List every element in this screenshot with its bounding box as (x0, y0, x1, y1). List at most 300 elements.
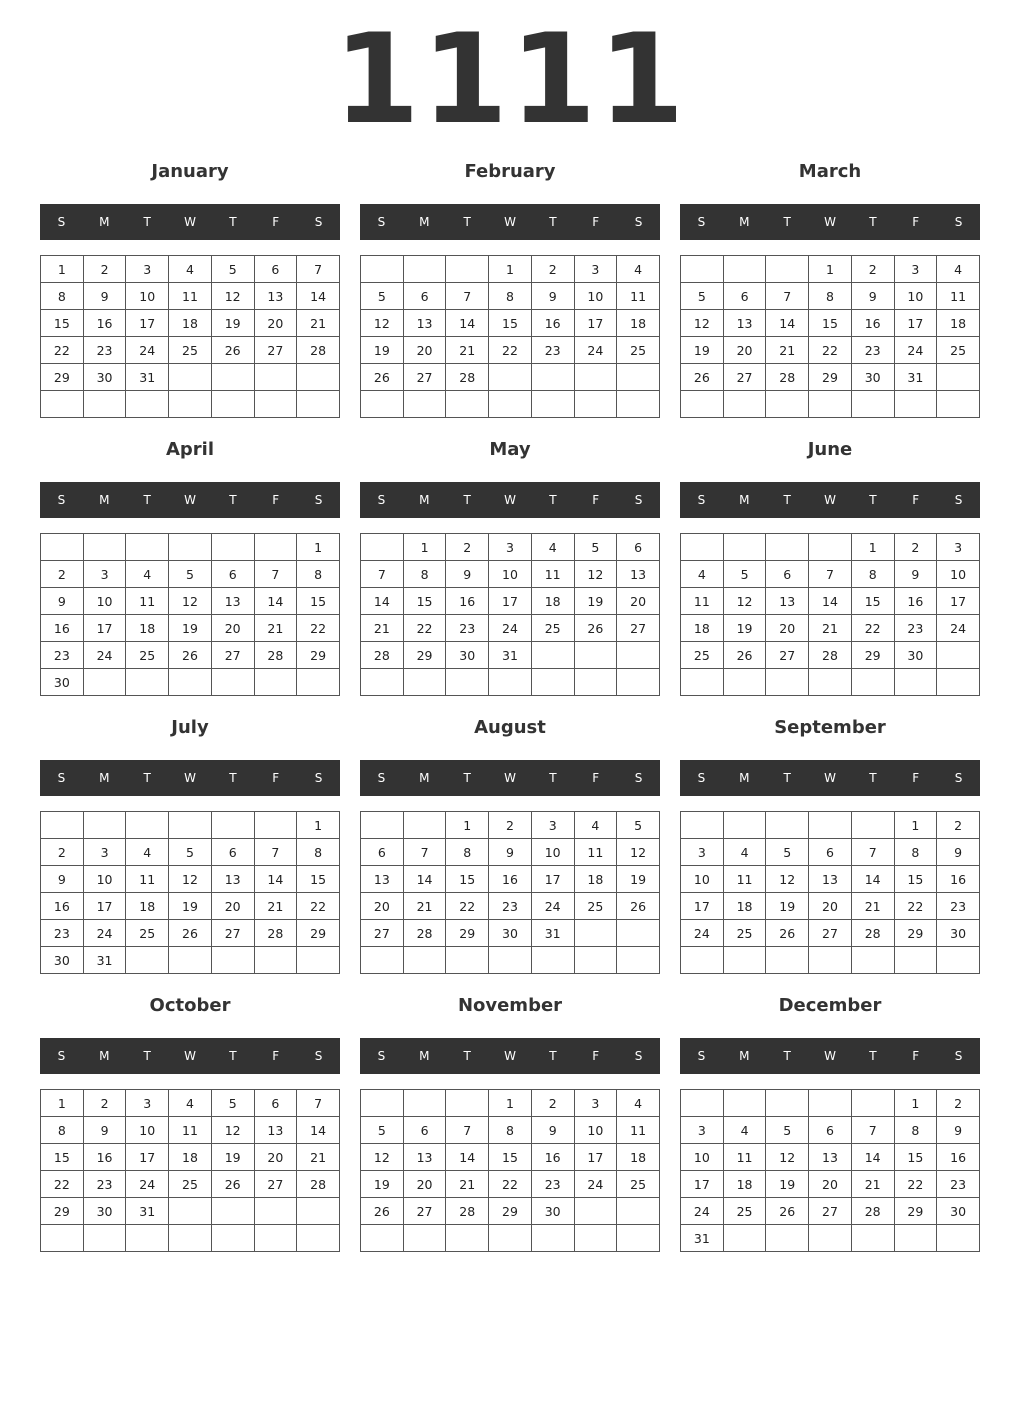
weekday-label: T (869, 215, 877, 229)
day-cell (574, 920, 617, 947)
day-cell: 14 (851, 866, 894, 893)
weekday-label: F (912, 493, 920, 507)
day-cell: 11 (531, 561, 574, 588)
day-cell: 9 (83, 283, 126, 310)
day-cell: 11 (937, 283, 980, 310)
day-cell (766, 391, 809, 418)
day-cell: 10 (83, 866, 126, 893)
day-cell: 9 (937, 839, 980, 866)
weekday-label: T (783, 1049, 791, 1063)
weekday-label: W (824, 1049, 836, 1063)
week-row (681, 561, 980, 588)
day-cell: 14 (297, 283, 340, 310)
week-row (681, 1225, 980, 1252)
day-cell: 15 (894, 866, 937, 893)
month-name: August (474, 717, 546, 738)
week-row (361, 1090, 660, 1117)
day-cell: 12 (169, 866, 212, 893)
day-cell (809, 391, 852, 418)
day-cell: 17 (126, 1144, 169, 1171)
day-cell (41, 812, 84, 839)
weekday-label: S (314, 215, 323, 229)
day-cell: 30 (894, 642, 937, 669)
day-cell (723, 947, 766, 974)
week-row (361, 283, 660, 310)
day-cell: 26 (766, 920, 809, 947)
day-cell (723, 669, 766, 696)
weekday-label: F (592, 493, 600, 507)
day-cell: 7 (446, 283, 489, 310)
week-row (681, 391, 980, 418)
day-cell: 12 (766, 866, 809, 893)
day-cell (531, 642, 574, 669)
day-cell: 13 (361, 866, 404, 893)
day-cell: 9 (83, 1117, 126, 1144)
week-row (361, 561, 660, 588)
day-cell: 9 (531, 1117, 574, 1144)
day-cell: 9 (41, 866, 84, 893)
day-cell: 27 (809, 1198, 852, 1225)
day-cell: 10 (83, 588, 126, 615)
day-cell: 20 (809, 893, 852, 920)
day-cell: 12 (617, 839, 660, 866)
day-cell: 18 (723, 893, 766, 920)
day-cell: 31 (531, 920, 574, 947)
day-cell: 14 (851, 1144, 894, 1171)
day-cell: 4 (531, 534, 574, 561)
day-cell (574, 1198, 617, 1225)
weekday-header (40, 1038, 340, 1074)
day-cell: 3 (83, 561, 126, 588)
week-row (681, 642, 980, 669)
day-cell: 22 (894, 893, 937, 920)
week-row (41, 839, 340, 866)
week-row (41, 1144, 340, 1171)
week-row (41, 893, 340, 920)
day-cell: 19 (766, 893, 809, 920)
day-cell: 4 (574, 812, 617, 839)
weekday-label: S (377, 215, 386, 229)
day-cell: 21 (446, 337, 489, 364)
day-cell: 7 (851, 1117, 894, 1144)
day-cell: 13 (809, 1144, 852, 1171)
day-cell: 28 (809, 642, 852, 669)
day-cell: 7 (766, 283, 809, 310)
day-cell: 28 (361, 642, 404, 669)
weekday-label: S (314, 1049, 323, 1063)
day-cell: 24 (126, 1171, 169, 1198)
day-cell: 11 (723, 1144, 766, 1171)
day-cell: 7 (809, 561, 852, 588)
day-cell: 19 (723, 615, 766, 642)
day-cell: 3 (574, 256, 617, 283)
day-cell: 8 (489, 1117, 532, 1144)
day-cell: 28 (766, 364, 809, 391)
weekday-label: W (184, 493, 196, 507)
day-cell (126, 947, 169, 974)
day-cell: 10 (894, 283, 937, 310)
day-cell: 27 (254, 1171, 297, 1198)
day-cell (403, 669, 446, 696)
weekday-label: S (697, 215, 706, 229)
day-cell (446, 256, 489, 283)
day-cell: 9 (446, 561, 489, 588)
day-cell (681, 1090, 724, 1117)
day-cell (617, 642, 660, 669)
day-cell: 16 (41, 615, 84, 642)
day-grid (360, 533, 660, 696)
day-cell: 13 (211, 866, 254, 893)
day-cell: 3 (894, 256, 937, 283)
day-cell: 22 (41, 1171, 84, 1198)
day-cell: 2 (531, 1090, 574, 1117)
day-cell: 18 (617, 310, 660, 337)
week-row (681, 669, 980, 696)
day-cell: 16 (41, 893, 84, 920)
day-cell: 13 (809, 866, 852, 893)
weekday-header (680, 204, 980, 240)
day-cell: 5 (681, 283, 724, 310)
day-cell: 25 (531, 615, 574, 642)
day-cell (211, 812, 254, 839)
day-cell: 14 (766, 310, 809, 337)
weekday-label: M (739, 1049, 750, 1063)
weekday-label: T (229, 1049, 237, 1063)
day-cell: 28 (297, 337, 340, 364)
day-grid (680, 811, 980, 974)
day-cell: 7 (297, 1090, 340, 1117)
day-cell: 12 (361, 1144, 404, 1171)
weekday-label: S (954, 493, 963, 507)
day-cell: 15 (297, 866, 340, 893)
weekday-label: S (954, 771, 963, 785)
day-cell (361, 1090, 404, 1117)
day-cell: 7 (851, 839, 894, 866)
weekday-label: S (57, 1049, 66, 1063)
day-cell (489, 669, 532, 696)
day-cell: 19 (766, 1171, 809, 1198)
day-cell (126, 534, 169, 561)
weekday-label: T (463, 1049, 471, 1063)
day-cell (531, 947, 574, 974)
week-row (361, 839, 660, 866)
day-cell (809, 534, 852, 561)
weekday-label: S (57, 493, 66, 507)
day-cell: 23 (41, 642, 84, 669)
day-cell: 11 (681, 588, 724, 615)
day-cell (574, 947, 617, 974)
day-cell: 30 (446, 642, 489, 669)
day-cell: 20 (723, 337, 766, 364)
day-cell: 14 (254, 588, 297, 615)
day-cell (297, 364, 340, 391)
day-cell (766, 256, 809, 283)
day-cell: 17 (574, 1144, 617, 1171)
day-cell (41, 534, 84, 561)
day-cell (83, 534, 126, 561)
day-cell: 21 (254, 615, 297, 642)
day-cell (41, 391, 84, 418)
day-cell: 11 (617, 1117, 660, 1144)
day-cell: 18 (169, 1144, 212, 1171)
day-cell: 18 (681, 615, 724, 642)
day-cell: 13 (403, 1144, 446, 1171)
day-cell (617, 669, 660, 696)
day-cell (126, 812, 169, 839)
day-cell: 4 (937, 256, 980, 283)
day-cell: 10 (574, 1117, 617, 1144)
week-row (361, 893, 660, 920)
day-cell (766, 812, 809, 839)
day-cell: 1 (446, 812, 489, 839)
day-cell: 6 (766, 561, 809, 588)
weekday-label: W (504, 1049, 516, 1063)
day-cell: 14 (361, 588, 404, 615)
weekday-label: T (783, 771, 791, 785)
day-cell: 14 (297, 1117, 340, 1144)
day-cell (254, 812, 297, 839)
weekday-label: F (272, 771, 280, 785)
day-cell (723, 1225, 766, 1252)
day-cell (574, 1225, 617, 1252)
weekday-label: W (504, 493, 516, 507)
week-row (41, 1171, 340, 1198)
day-cell (361, 256, 404, 283)
weekday-label: T (229, 493, 237, 507)
weekday-label: S (697, 1049, 706, 1063)
day-cell (489, 1225, 532, 1252)
day-cell: 29 (297, 642, 340, 669)
week-row (41, 1090, 340, 1117)
week-row (681, 1144, 980, 1171)
day-cell: 26 (617, 893, 660, 920)
week-row (361, 588, 660, 615)
day-cell: 18 (723, 1171, 766, 1198)
day-cell (937, 947, 980, 974)
day-cell: 19 (361, 337, 404, 364)
day-cell: 19 (169, 893, 212, 920)
day-cell: 20 (254, 1144, 297, 1171)
day-cell: 11 (723, 866, 766, 893)
day-cell (211, 534, 254, 561)
day-cell: 15 (41, 1144, 84, 1171)
day-cell: 2 (851, 256, 894, 283)
weekday-header (40, 204, 340, 240)
day-cell: 23 (937, 1171, 980, 1198)
day-cell: 13 (211, 588, 254, 615)
day-cell (851, 1225, 894, 1252)
day-cell: 6 (254, 256, 297, 283)
week-row (41, 310, 340, 337)
day-cell: 23 (894, 615, 937, 642)
week-row (681, 337, 980, 364)
day-cell: 5 (766, 1117, 809, 1144)
day-cell: 26 (681, 364, 724, 391)
day-cell: 9 (851, 283, 894, 310)
day-cell (361, 669, 404, 696)
day-cell: 22 (489, 1171, 532, 1198)
day-cell: 10 (574, 283, 617, 310)
day-cell: 21 (766, 337, 809, 364)
day-cell (766, 1090, 809, 1117)
day-cell: 22 (489, 337, 532, 364)
day-cell: 16 (83, 1144, 126, 1171)
weekday-label: T (869, 493, 877, 507)
week-row (681, 1090, 980, 1117)
day-cell: 28 (446, 1198, 489, 1225)
day-cell: 1 (489, 1090, 532, 1117)
day-cell (894, 391, 937, 418)
day-cell: 16 (937, 1144, 980, 1171)
day-cell (254, 391, 297, 418)
day-cell: 4 (681, 561, 724, 588)
day-cell: 1 (297, 534, 340, 561)
day-cell: 31 (894, 364, 937, 391)
day-cell: 14 (809, 588, 852, 615)
day-cell: 25 (617, 337, 660, 364)
day-cell: 22 (297, 615, 340, 642)
weekday-label: F (912, 215, 920, 229)
day-cell (531, 1225, 574, 1252)
weekday-label: S (954, 215, 963, 229)
weekday-label: T (229, 215, 237, 229)
day-cell: 14 (446, 310, 489, 337)
day-cell: 6 (617, 534, 660, 561)
weekday-label: S (57, 771, 66, 785)
day-cell: 30 (937, 1198, 980, 1225)
day-cell: 17 (681, 893, 724, 920)
weekday-label: F (912, 771, 920, 785)
day-cell: 14 (403, 866, 446, 893)
day-cell (617, 1225, 660, 1252)
day-cell: 22 (809, 337, 852, 364)
day-cell: 2 (446, 534, 489, 561)
day-cell: 16 (83, 310, 126, 337)
week-row (41, 283, 340, 310)
month-name: January (151, 161, 229, 182)
day-cell (681, 391, 724, 418)
day-cell (361, 812, 404, 839)
day-cell: 5 (766, 839, 809, 866)
day-cell (894, 669, 937, 696)
day-cell: 25 (681, 642, 724, 669)
weekday-label: F (592, 771, 600, 785)
day-cell: 20 (766, 615, 809, 642)
day-cell: 28 (403, 920, 446, 947)
weekday-header (40, 760, 340, 796)
day-cell: 18 (169, 310, 212, 337)
weekday-label: S (954, 1049, 963, 1063)
weekday-label: F (272, 215, 280, 229)
day-cell: 20 (211, 615, 254, 642)
day-cell: 30 (41, 947, 84, 974)
week-row (361, 642, 660, 669)
week-row (361, 920, 660, 947)
day-cell: 17 (489, 588, 532, 615)
day-cell (169, 1225, 212, 1252)
day-cell (446, 1090, 489, 1117)
day-cell: 4 (617, 1090, 660, 1117)
day-cell (617, 364, 660, 391)
day-cell: 9 (531, 283, 574, 310)
day-cell: 20 (211, 893, 254, 920)
weekday-label: S (314, 771, 323, 785)
day-cell: 27 (403, 1198, 446, 1225)
day-cell (254, 1225, 297, 1252)
day-cell: 11 (169, 283, 212, 310)
day-cell: 22 (894, 1171, 937, 1198)
weekday-label: M (739, 493, 750, 507)
day-cell (403, 1090, 446, 1117)
day-cell: 11 (126, 866, 169, 893)
day-grid (680, 533, 980, 696)
day-cell (723, 391, 766, 418)
weekday-label: W (824, 215, 836, 229)
day-cell: 23 (531, 337, 574, 364)
weekday-label: M (739, 771, 750, 785)
day-grid (40, 1089, 340, 1252)
day-cell: 21 (851, 893, 894, 920)
weekday-label: T (783, 215, 791, 229)
week-row (361, 310, 660, 337)
day-cell: 31 (83, 947, 126, 974)
day-cell: 13 (403, 310, 446, 337)
day-cell: 31 (126, 364, 169, 391)
day-cell (937, 1225, 980, 1252)
week-row (681, 588, 980, 615)
day-cell: 17 (83, 615, 126, 642)
week-row (41, 391, 340, 418)
week-row (361, 337, 660, 364)
weekday-label: S (57, 215, 66, 229)
day-cell: 6 (809, 1117, 852, 1144)
month-name: October (149, 995, 231, 1016)
day-cell: 5 (723, 561, 766, 588)
day-grid (360, 1089, 660, 1252)
day-cell (766, 1225, 809, 1252)
day-cell: 2 (83, 256, 126, 283)
day-cell: 4 (723, 1117, 766, 1144)
day-cell: 12 (211, 283, 254, 310)
day-cell: 15 (809, 310, 852, 337)
week-row (681, 534, 980, 561)
day-cell (574, 642, 617, 669)
month-name: July (171, 717, 209, 738)
day-cell: 13 (254, 1117, 297, 1144)
day-cell: 14 (446, 1144, 489, 1171)
day-cell (766, 947, 809, 974)
weekday-label: F (592, 215, 600, 229)
day-cell (851, 947, 894, 974)
day-cell: 21 (809, 615, 852, 642)
weekday-label: W (184, 215, 196, 229)
day-cell: 17 (937, 588, 980, 615)
day-cell: 8 (41, 283, 84, 310)
month-name: February (464, 161, 556, 182)
weekday-label: M (419, 215, 430, 229)
day-cell: 10 (126, 283, 169, 310)
day-grid (360, 811, 660, 974)
day-cell: 25 (723, 1198, 766, 1225)
day-cell: 30 (937, 920, 980, 947)
day-cell (169, 669, 212, 696)
day-cell: 8 (809, 283, 852, 310)
day-cell: 2 (937, 1090, 980, 1117)
day-cell: 20 (361, 893, 404, 920)
day-cell (894, 947, 937, 974)
day-cell: 20 (254, 310, 297, 337)
day-cell: 5 (361, 1117, 404, 1144)
